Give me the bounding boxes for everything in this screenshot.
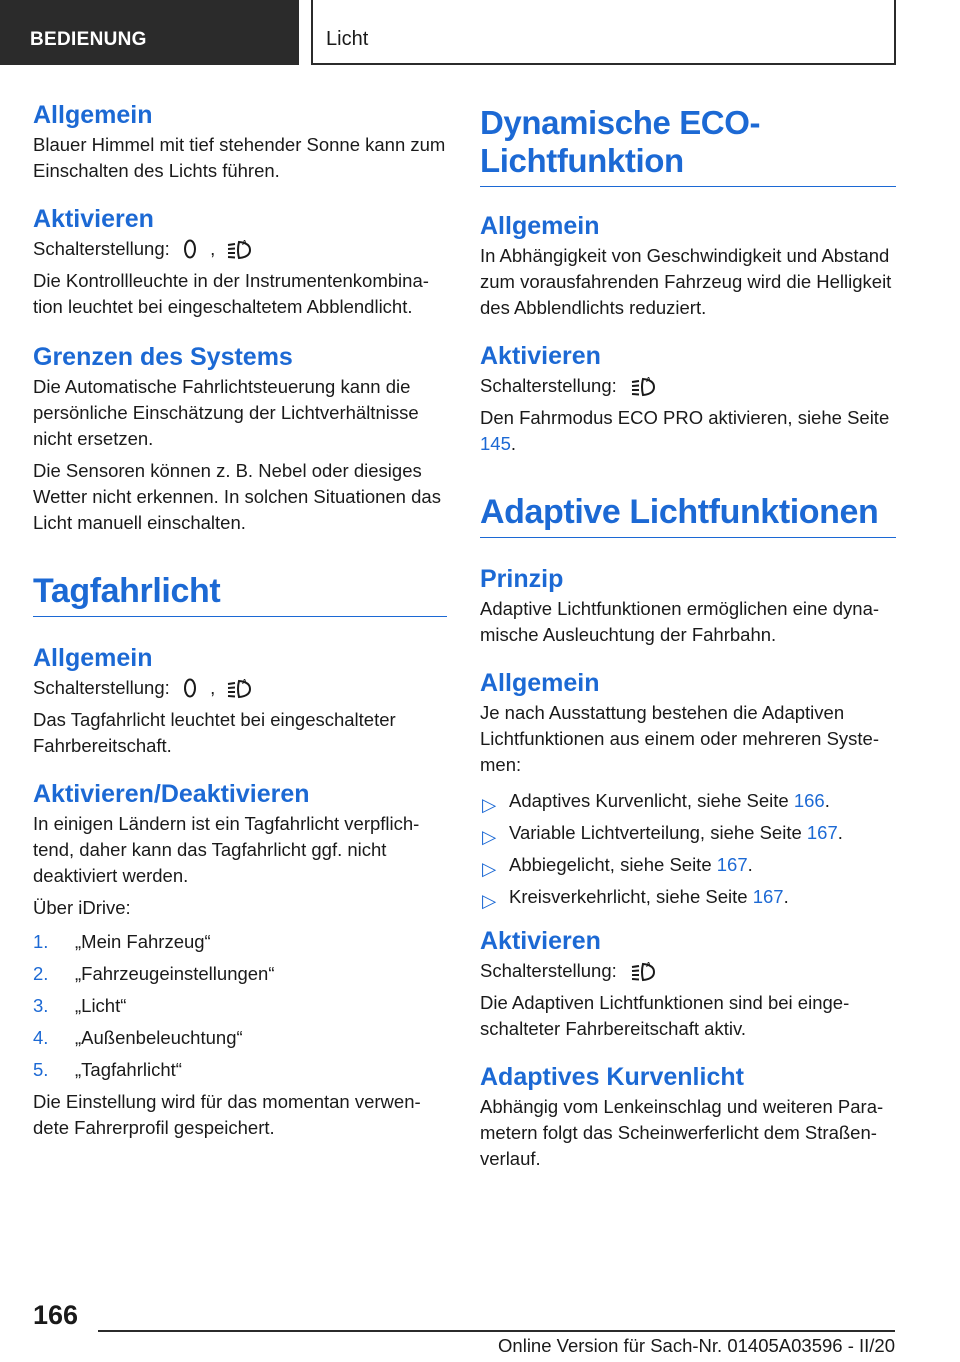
section-title: BEDIENUNG — [30, 29, 147, 50]
step-text: „Licht“ — [75, 995, 127, 1016]
separator: , — [210, 677, 216, 698]
footer-divider — [98, 1330, 895, 1332]
page-link[interactable]: 167 — [806, 822, 838, 843]
list-item — [33, 1057, 447, 1083]
paragraph: Je nach Ausstattung bestehen die Adaptiven Lichtfunktionen aus einem oder mehreren Systemen: — [480, 702, 880, 775]
paragraph: Das Tagfahrlicht leuchtet bei eingeschalteter Fahrbereitschaft. — [33, 709, 396, 756]
heading-allgemein: Allgemein — [33, 644, 153, 672]
heading-aktivieren: Aktivieren — [480, 927, 601, 955]
heading-allgemein: Allgemein — [480, 212, 600, 240]
switch-position-line — [33, 675, 447, 701]
paragraph: Die Einstellung wird für das momentan verwendete Fahrerprofil gespeichert. — [33, 1091, 421, 1138]
step-number: 2. — [33, 963, 49, 984]
page-link[interactable]: 167 — [716, 854, 748, 875]
step-number: 3. — [33, 995, 49, 1016]
footer-text: Online Version für Sach-Nr. 01405A03596 - II/20 — [498, 1335, 895, 1356]
page-link[interactable]: 145 — [480, 433, 511, 454]
step-text: „Fahrzeugeinstellungen“ — [75, 963, 275, 984]
separator: , — [210, 238, 216, 259]
list-item — [480, 884, 896, 910]
triangle-bullet-icon: ▷ — [482, 794, 497, 815]
page-link[interactable]: 167 — [752, 886, 784, 907]
light-switch-0-icon — [183, 238, 197, 260]
text: Kreisverkehrlicht, siehe Seite — [509, 886, 748, 907]
heading-aktivieren: Aktivieren — [480, 342, 601, 370]
text: Variable Lichtverteilung, siehe Seite — [509, 822, 802, 843]
chapter-tab — [311, 0, 896, 65]
paragraph: Adaptive Lichtfunktionen ermöglichen eine dynamische Ausleuchtung der Fahrbahn. — [480, 598, 880, 645]
heading-prinzip: Prinzip — [480, 565, 564, 593]
light-switch-auto-icon — [226, 238, 252, 260]
svg-text:A: A — [242, 679, 248, 686]
heading-grenzen: Grenzen des Systems — [33, 343, 293, 371]
idrive-steps — [33, 929, 447, 1083]
right-column — [480, 104, 896, 1172]
list-item — [33, 929, 447, 955]
heading-aktivieren: Aktivieren — [33, 205, 154, 233]
svg-text:A: A — [645, 377, 651, 384]
list-item — [480, 820, 896, 846]
switch-position-line — [480, 373, 896, 399]
light-switch-auto-icon — [630, 375, 656, 397]
switch-label: Schalterstellung: — [480, 960, 617, 981]
paragraph: In Abhängigkeit von Geschwindigkeit und Abstand zum vorausfahrenden Fahrzeug wird die Helligkeit des Abblendlichts reduziert. — [480, 245, 892, 318]
switch-label: Schalterstellung: — [480, 375, 617, 396]
heading-tagfahrlicht: Tagfahrlicht — [33, 572, 447, 617]
svg-text:A: A — [645, 962, 651, 969]
text: . — [783, 886, 789, 907]
step-number: 1. — [33, 931, 49, 952]
heading-allgemein: Allgemein — [480, 669, 600, 697]
text: . — [747, 854, 753, 875]
left-column — [33, 100, 447, 1141]
paragraph: Blauer Himmel mit tief stehender Sonne kann zum Einschalten des Lichts führen. — [33, 134, 446, 181]
paragraph: Die Kontrollleuchte in der Instrumentenkombination leuchtet bei eingeschaltetem Abblendlicht. — [33, 270, 429, 317]
text: . — [824, 790, 830, 811]
paragraph: Über iDrive: — [33, 897, 131, 918]
page-link[interactable]: 166 — [793, 790, 825, 811]
text: Adaptives Kurvenlicht, siehe Seite — [509, 790, 789, 811]
list-item — [480, 788, 896, 814]
section-tab — [0, 0, 299, 65]
page-number: 166 — [33, 1300, 79, 1330]
text: . — [510, 433, 517, 454]
step-number: 5. — [33, 1059, 49, 1080]
paragraph: Die Automatische Fahrlichtsteuerung kann die persönliche Einschätzung der Lichtverhältnisse nicht ersetzen. — [33, 376, 419, 449]
triangle-bullet-icon: ▷ — [482, 858, 497, 879]
paragraph — [480, 405, 896, 457]
list-item — [480, 852, 896, 878]
text: Abbiegelicht, siehe Seite — [509, 854, 712, 875]
triangle-bullet-icon: ▷ — [482, 826, 497, 847]
heading-allgemein: Allgemein — [33, 101, 153, 129]
step-text: „Tagfahrlicht“ — [75, 1059, 182, 1080]
switch-position-line — [480, 958, 896, 984]
heading-dynamische-eco: Dynamische ECO-Lichtfunktion — [480, 104, 896, 187]
list-item — [33, 961, 447, 987]
list-item — [33, 1025, 447, 1051]
paragraph: Die Adaptiven Lichtfunktionen sind bei eingeschalteter Fahrbereitschaft aktiv. — [480, 992, 850, 1039]
step-text: „Mein Fahrzeug“ — [75, 931, 211, 952]
light-switch-auto-icon — [226, 677, 252, 699]
list-item — [33, 993, 447, 1019]
heading-adaptive-lichtfunktionen: Adaptive Lichtfunktionen — [480, 493, 896, 538]
switch-position-line — [33, 236, 447, 262]
triangle-bullet-icon: ▷ — [482, 890, 497, 911]
paragraph: In einigen Ländern ist ein Tagfahrlicht verpflichtend, daher kann das Tagfahrlicht ggf. nicht deaktiviert werden. — [33, 813, 420, 886]
light-switch-0-icon — [183, 677, 197, 699]
systems-list — [480, 788, 896, 910]
paragraph: Abhängig vom Lenkeinschlag und weiteren Parametern folgt das Scheinwerferlicht dem Straßenverlauf. — [480, 1096, 884, 1169]
text: Den Fahrmodus ECO PRO aktivieren, siehe Seite — [480, 407, 890, 428]
text: . — [837, 822, 843, 843]
heading-adaptives-kurvenlicht: Adaptives Kurvenlicht — [480, 1063, 744, 1091]
switch-label: Schalterstellung: — [33, 677, 170, 698]
step-text: „Außenbeleuchtung“ — [75, 1027, 243, 1048]
heading-aktivieren-deaktivieren: Aktivieren/Deaktivieren — [33, 780, 310, 808]
chapter-title: Licht — [326, 28, 369, 50]
light-switch-auto-icon — [630, 960, 656, 982]
svg-text:A: A — [242, 240, 248, 247]
paragraph: Die Sensoren können z. B. Nebel oder diesiges Wetter nicht erkennen. In solchen Situationen das Licht manuell einschalten. — [33, 460, 441, 533]
step-number: 4. — [33, 1027, 49, 1048]
switch-label: Schalterstellung: — [33, 238, 170, 259]
